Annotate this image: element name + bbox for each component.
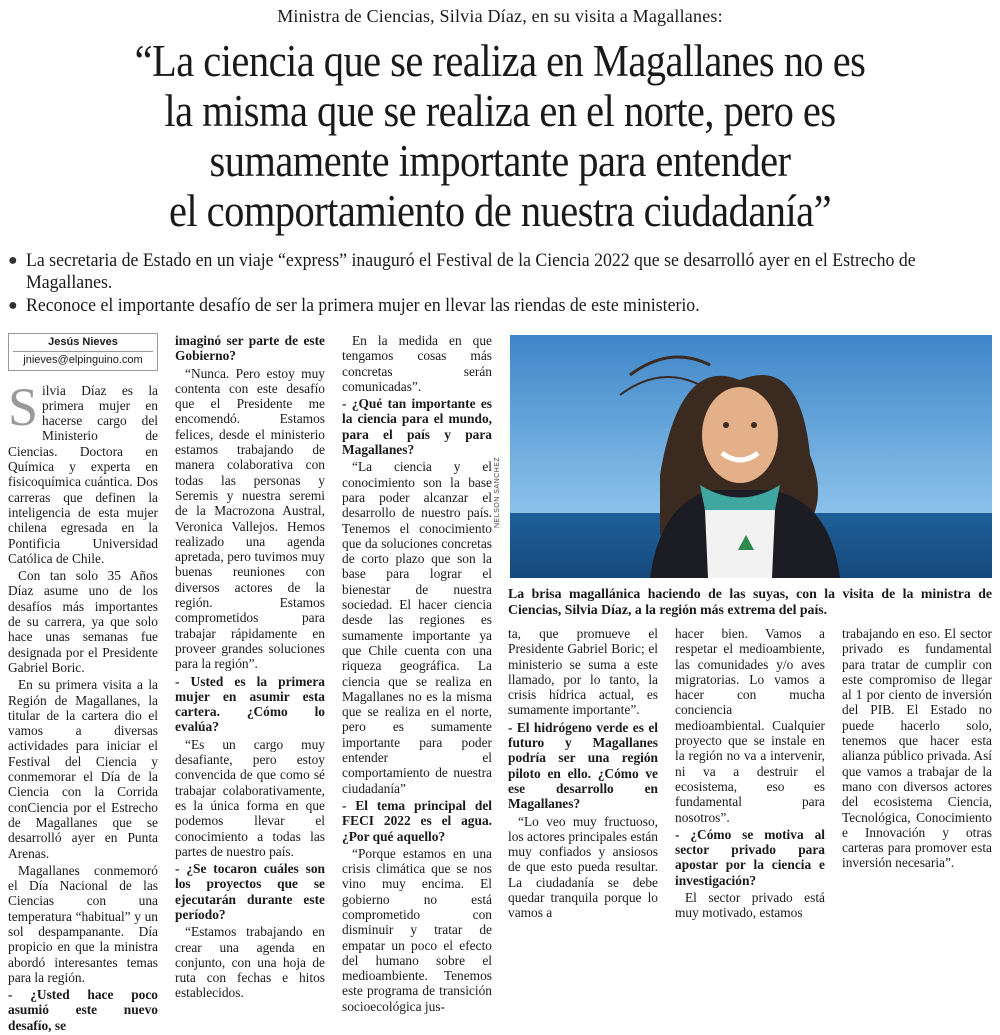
summary-bullet: [8, 250, 992, 294]
article-column-5: [675, 626, 825, 923]
paragraph: hacer bien. Vamos a respetar el medioambiente, las comunidades y/o aves migratorias. Lo vamos a hacer con mucha conciencia medioambiental. Cualquier proyecto que se instale en la región no va a intervenir, ni va a destruir el ecosistema, eso es fundamental para nosotros”.: [675, 626, 825, 825]
bullet-dot-icon: ●: [8, 297, 18, 314]
interview-question: - El tema principal del FECI 2022 es el agua. ¿Por qué aquello?: [342, 797, 492, 844]
interview-question: - ¿Qué tan importante es la ciencia para el mundo, para el país y para Magallanes?: [342, 396, 492, 458]
headline-line-3: sumamente importante para entender: [209, 136, 791, 186]
interview-question: - ¿Cómo se motiva al sector privado para apostar por la ciencia e investigación?: [675, 826, 825, 888]
interview-question: - Usted es la primera mujer en asumir esta cartera. ¿Cómo lo evalúa?: [175, 673, 325, 735]
headline-line-4: el comportamiento de nuestra ciudadanía”: [168, 186, 832, 236]
paragraph: Con tan solo 35 Años Díaz asume uno de los desafíos más importantes de su carrera, ya que solo hace unas semanas fue designada por el Presidente Gabriel Boric.: [8, 568, 158, 675]
interview-question: - ¿Usted hace poco asumió este nuevo desafío, se: [8, 987, 158, 1033]
headline-line-2: la misma que se realiza en el norte, pero es: [164, 86, 836, 136]
paragraph: “Lo veo muy fructuoso, los actores principales están muy confiados y ansiosos de que esto pueda resultar. La ciudadanía se debe quedar tranquila porque lo vamos a: [508, 813, 658, 921]
paragraph: “Estamos trabajando en crear una agenda en conjunto, con una hoja de ruta con fechas e hitos establecidos.: [175, 924, 325, 1001]
paragraph: “Es un cargo muy desafiante, pero estoy convencida de que como sé trabajar colaborativamente, es la única forma en que podemos llevar el conocimiento a todas las partes de nuestro país.: [175, 736, 325, 859]
paragraph: En la medida en que tengamos cosas más concretas serán comunicadas”.: [342, 333, 492, 394]
author-name: Jesús Nieves: [13, 335, 153, 352]
paragraph: “La ciencia y el conocimiento son la base para poder alcanzar el desarrollo de nuestro país. Tenemos el conocimiento que da soluciones concretas de corto plazo que son la base para lograr el bienestar de nuestra sociedad. El hacer ciencia desde las regiones es sumamente importante ya que Chile cuenta con una riqueza geográfica. La ciencia que se realiza en Magallanes no es la misma que se realiza en el norte, pero es sumamente importante para poder entender el comportamiento de nuestra ciudadanía”: [342, 459, 492, 796]
bullet-dot-icon: ●: [8, 252, 18, 269]
headline-line-1: “La ciencia que se realiza en Magallanes no es: [134, 36, 866, 86]
article-column-4: [508, 626, 658, 923]
author-email: jnieves@elpinguino.com: [23, 354, 143, 367]
article-column-1: [8, 333, 158, 1035]
paragraph: El sector privado está muy motivado, estamos: [675, 890, 825, 921]
photo-caption: La brisa magallánica haciendo de las suyas, con la visita de la ministra de Ciencias, Silvia Díaz, a la región más extrema del país.: [508, 586, 992, 617]
kicker: Ministra de Ciencias, Silvia Díaz, en su visita a Magallanes:: [277, 6, 723, 26]
lead-paragraph: Silvia Díaz es la primera mujer en hacerse cargo del Ministerio de Ciencias. Doctora en Química y experta en fisicoquímica cuántica. Dos carreras que definen la inteligencia de esta mujer chilena egresada en la Pontificia Universidad Católica de Chile.: [8, 376, 158, 566]
photo-illustration: [510, 335, 992, 578]
dropcap: S: [8, 376, 39, 437]
photo-credit: NELSON SANCHEZ: [494, 456, 501, 528]
article-column-3: [342, 333, 492, 1016]
paragraph: trabajando en eso. El sector privado es fundamental para tratar de cumplir con este compromiso de llegar al 1 por ciento de inversión del PIB. El Estado no puede hacerlo solo, tenemos que hacer esta alianza público privada. Así que vamos a trabajar de la mano con diversos actores del ecosistema Ciencia, Tecnológica, Conocimiento e Innovación y otras carteras para promover esta inversión necesaria”.: [842, 626, 992, 871]
paragraph: En su primera visita a la Región de Magallanes, la titular de la cartera dio el vamos a diversas actividades para iniciar el Festival del Ciencia y conmemorar el Día de la Ciencia con la Corrida conCiencia por el Estrecho de Magallanes que se desarrolló ayer en Punta Arenas.: [8, 677, 158, 861]
paragraph: Magallanes conmemoró el Día Nacional de las Ciencias con una temperatura “habitual” y un sol despampanante. Día propicio en que la ministra abordó interesantes temas para la región.: [8, 862, 158, 985]
interview-question: - El hidrógeno verde es el futuro y Magallanes podría ser una región piloto en ello. ¿Cómo ve ese desarrollo en Magallanes?: [508, 719, 658, 812]
article-column-2: [175, 333, 325, 1003]
article-column-6: [842, 626, 992, 873]
paragraph: ta, que promueve el Presidente Gabriel Boric; el ministerio se suma a este llamado, por lo tanto, la crisis hídrica actual, es sumamente importante”.: [508, 626, 658, 718]
article-photo: [510, 335, 992, 578]
paragraph: “Porque estamos en una crisis climática que se nos vino muy encima. El gobierno no está comprometido con disminuir y tratar de empatar un poco el efecto del humano sobre el medioambiente. Tenemos este programa de transición socioecológica jus-: [342, 845, 492, 1014]
interview-question: imaginó ser parte de este Gobierno?: [175, 333, 325, 364]
byline: [8, 333, 158, 371]
interview-question: - ¿Se tocaron cuáles son los proyectos que se ejecutarán durante este período?: [175, 861, 325, 922]
headline: [59, 36, 941, 236]
paragraph: “Nunca. Pero estoy muy contenta con este desafío que el Presidente me encomendó. Estamos felices, desde el ministerio estamos trabajando de manera colaborativa con todas las personas y Seremis y nuestra seremi de la Macrozona Austral, Veronica Vallejos. Hemos realizado una agenda apretada, pero tuvimos muy buenas reuniones con diversos actores de la región. Estamos comprometidos para trabajar rápidamente en proveer grandes soluciones para la región”.: [175, 365, 325, 672]
summary-bullets: [8, 250, 992, 318]
summary-bullet: [8, 295, 992, 317]
bullet-text: Reconoce el importante desafío de ser la primera mujer en llevar las riendas de este ministerio.: [26, 296, 700, 316]
bullet-text: La secretaria de Estado en un viaje “express” inauguró el Festival de la Ciencia 2022 que se desarrolló ayer en el Estrecho de Magallanes.: [26, 251, 916, 293]
